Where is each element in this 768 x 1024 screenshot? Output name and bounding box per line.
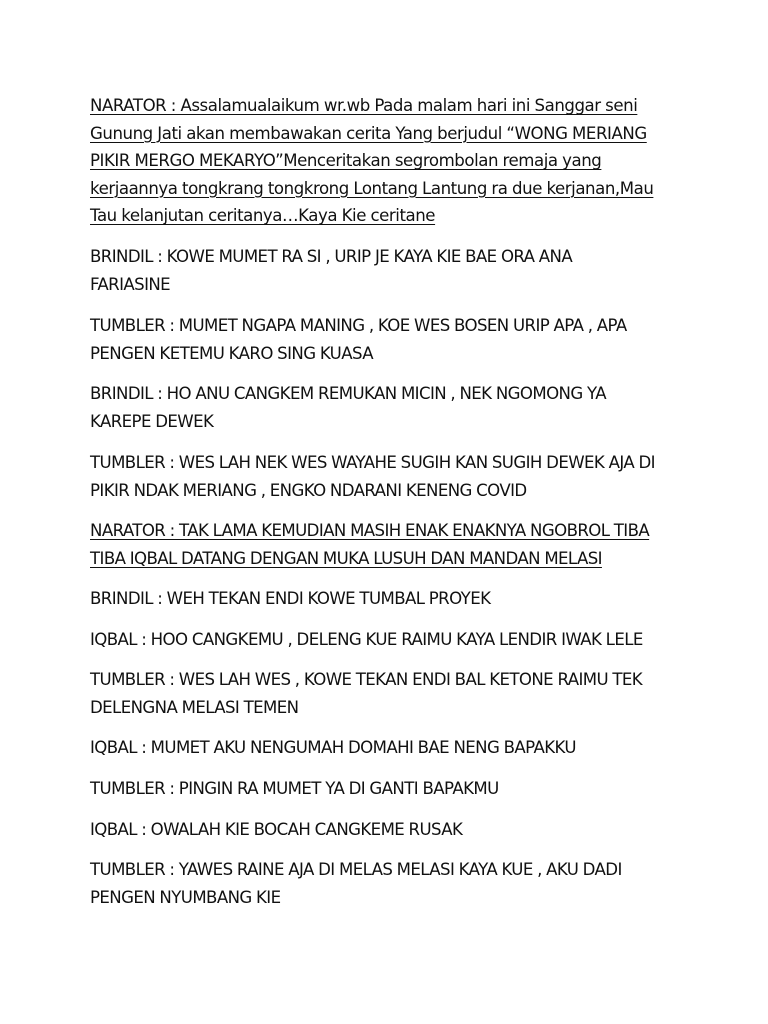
dialogue-brindil-3 bbox=[90, 585, 490, 613]
narrator-intro-paragraph bbox=[90, 92, 653, 230]
paragraph-line: NARATOR : TAK LAMA KEMUDIAN MASIH ENAK ENAKNYA NGOBROL TIBA bbox=[90, 521, 650, 540]
paragraph-line: PENGEN KETEMU KARO SING KUASA bbox=[90, 343, 373, 363]
paragraph-line: NARATOR : Assalamualaikum wr.wb Pada malam hari ini Sanggar seni bbox=[90, 96, 638, 115]
dialogue-iqbal-3 bbox=[90, 816, 462, 844]
dialogue-tumbler-5 bbox=[90, 856, 622, 911]
paragraph-line: TUMBLER : YAWES RAINE AJA DI MELAS MELASI KAYA KUE , AKU DADI bbox=[90, 860, 622, 879]
paragraph-line: TUMBLER : PINGIN RA MUMET YA DI GANTI BAPAKMU bbox=[90, 779, 499, 798]
paragraph-line: kerjaannya tongkrang tongkrong Lontang Lantung ra due kerjanan,Mau bbox=[90, 178, 654, 198]
paragraph-line: IQBAL : MUMET AKU NENGUMAH DOMAHI BAE NENG BAPAKKU bbox=[90, 738, 576, 757]
dialogue-tumbler-3 bbox=[90, 666, 642, 721]
paragraph-line: Tau kelanjutan ceritanya…Kaya Kie ceritane bbox=[90, 206, 436, 225]
paragraph-line: PIKIR NDAK MERIANG , ENGKO NDARANI KENENG COVID bbox=[90, 480, 527, 500]
paragraph-line: TUMBLER : WES LAH NEK WES WAYAHE SUGIH KAN SUGIH DEWEK AJA DI bbox=[90, 453, 655, 472]
dialogue-tumbler-1 bbox=[90, 312, 627, 367]
narrator-transition-paragraph bbox=[90, 517, 649, 572]
paragraph-line: BRINDIL : WEH TEKAN ENDI KOWE TUMBAL PROYEK bbox=[90, 589, 491, 608]
paragraph-line: TUMBLER : WES LAH WES , KOWE TEKAN ENDI BAL KETONE RAIMU TEK bbox=[90, 670, 643, 689]
paragraph-line: Gunung Jati akan membawakan cerita Yang berjudul “WONG MERIANG bbox=[90, 123, 647, 143]
dialogue-tumbler-4 bbox=[90, 775, 499, 803]
paragraph-line: IQBAL : OWALAH KIE BOCAH CANGKEME RUSAK bbox=[90, 820, 463, 839]
dialogue-brindil-2 bbox=[90, 380, 606, 435]
paragraph-line: PENGEN NYUMBANG KIE bbox=[90, 887, 281, 907]
paragraph-line: PIKIR MERGO MEKARYO”Menceritakan segrombolan remaja yang bbox=[90, 151, 602, 170]
dialogue-iqbal-1 bbox=[90, 626, 643, 654]
dialogue-brindil-1 bbox=[90, 243, 572, 298]
paragraph-line: DELENGNA MELASI TEMEN bbox=[90, 697, 299, 717]
paragraph-line: BRINDIL : HO ANU CANGKEM REMUKAN MICIN , NEK NGOMONG YA bbox=[90, 384, 606, 403]
dialogue-iqbal-2 bbox=[90, 734, 576, 762]
paragraph-line: KAREPE DEWEK bbox=[90, 411, 214, 431]
paragraph-line: TIBA IQBAL DATANG DENGAN MUKA LUSUH DAN MANDAN MELASI bbox=[90, 548, 602, 568]
paragraph-line: BRINDIL : KOWE MUMET RA SI , URIP JE KAYA KIE BAE ORA ANA bbox=[90, 247, 573, 266]
paragraph-line: TUMBLER : MUMET NGAPA MANING , KOE WES BOSEN URIP APA , APA bbox=[90, 316, 627, 335]
paragraph-line: IQBAL : HOO CANGKEMU , DELENG KUE RAIMU KAYA LENDIR IWAK LELE bbox=[90, 630, 643, 649]
dialogue-tumbler-2 bbox=[90, 449, 655, 504]
paragraph-line: FARIASINE bbox=[90, 274, 171, 294]
